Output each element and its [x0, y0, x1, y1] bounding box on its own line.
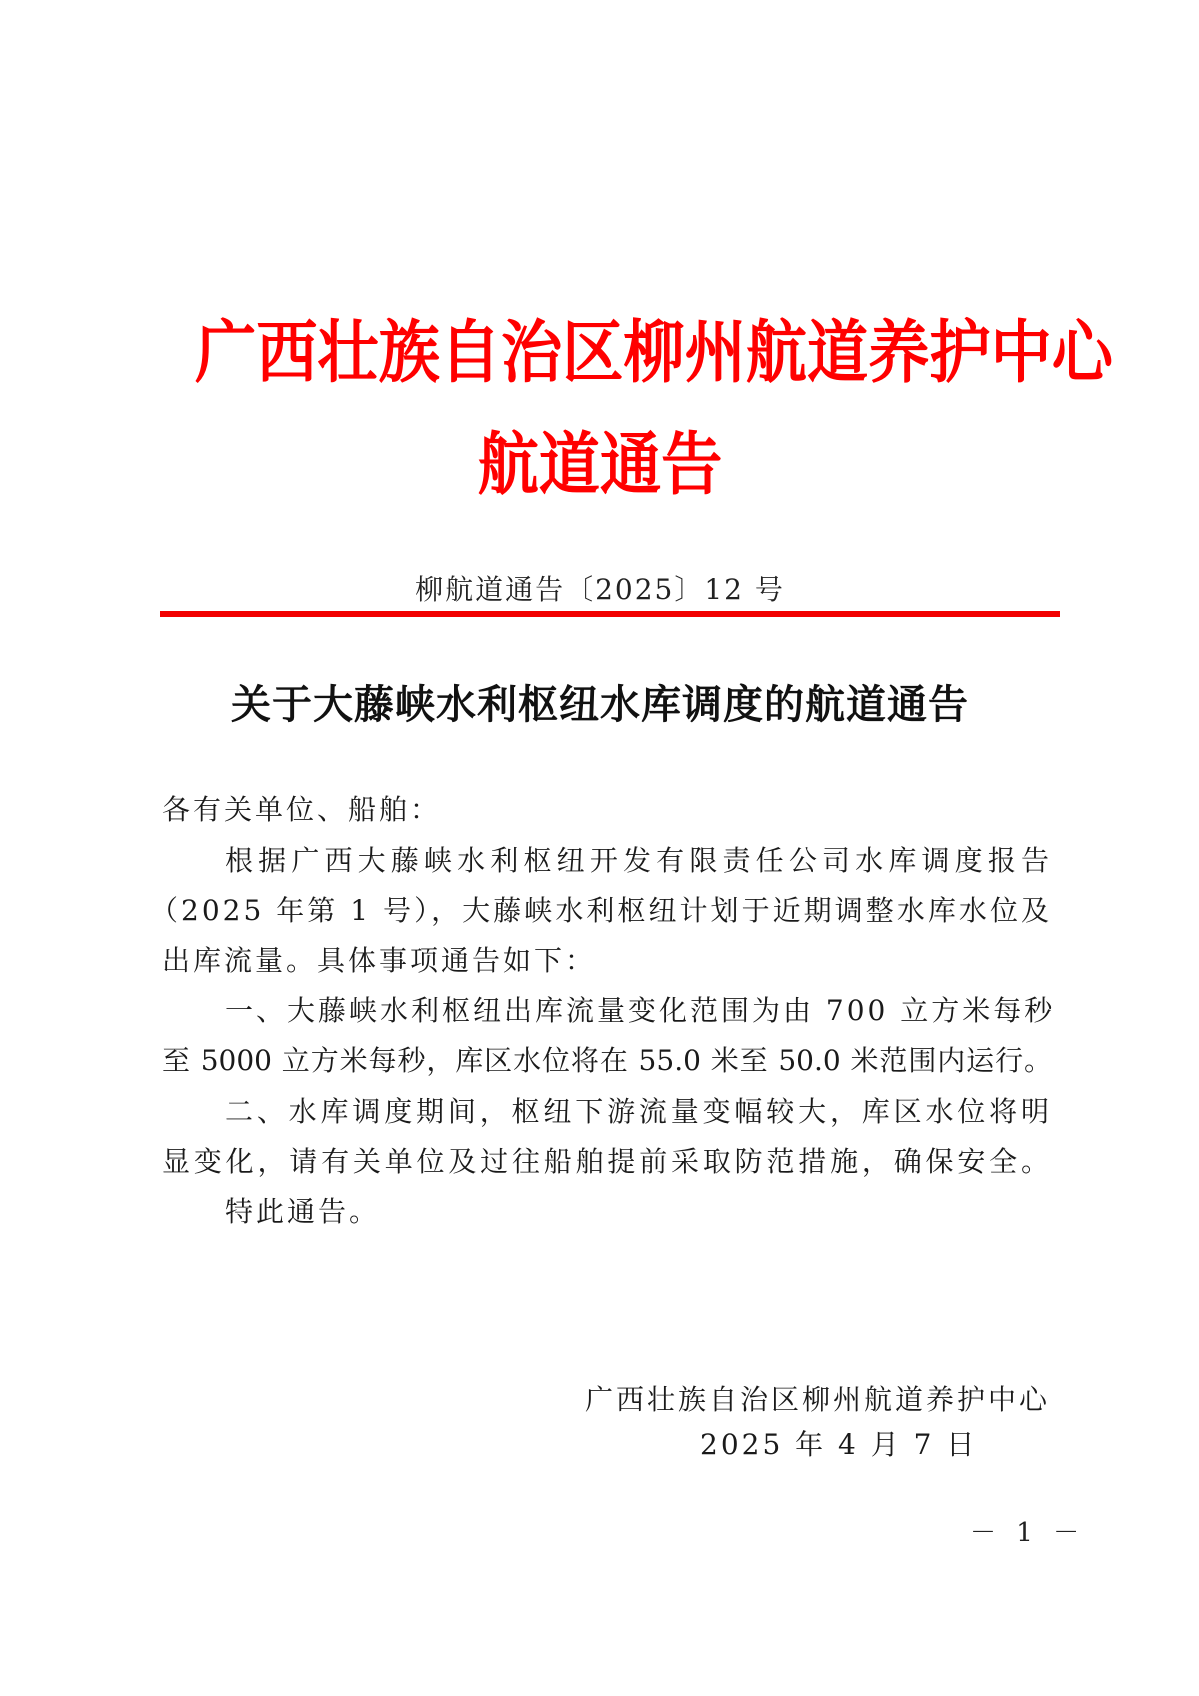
salutation: 各有关单位、船舶：	[162, 793, 442, 826]
signature-date: 2025 年 4 月 7 日	[700, 1428, 978, 1461]
paragraph-line: 显变化，请有关单位及过往船舶提前采取防范措施，确保安全。	[162, 1145, 1052, 1178]
page-number: － 1 －	[970, 1518, 1086, 1548]
paragraph-line: 至 5000 立方米每秒，库区水位将在 55.0 米至 50.0 米范围内运行。	[162, 1044, 1052, 1077]
red-divider-rule	[160, 611, 1060, 617]
closing-line: 特此通告。	[225, 1195, 381, 1228]
paragraph-line: 二、水库调度期间，枢纽下游流量变幅较大，库区水位将明	[225, 1095, 1052, 1128]
issuing-organization-title: 广西壮族自治区柳州航道养护中心	[195, 313, 1114, 393]
notice-title: 关于大藤峡水利枢纽水库调度的航道通告	[231, 681, 969, 728]
paragraph-line: （2025 年第 1 号），大藤峡水利枢纽计划于近期调整水库水位及	[150, 894, 1052, 927]
paragraph-line: 一、大藤峡水利枢纽出库流量变化范围为由 700 立方米每秒	[225, 994, 1056, 1027]
document-type-title: 航道通告	[477, 425, 723, 505]
document-number: 柳航道通告〔2025〕12 号	[415, 573, 785, 606]
paragraph-line: 出库流量。具体事项通告如下：	[162, 944, 597, 977]
paragraph-line: 根据广西大藤峡水利枢纽开发有限责任公司水库调度报告	[225, 844, 1052, 877]
signature-organization: 广西壮族自治区柳州航道养护中心	[584, 1383, 1050, 1416]
